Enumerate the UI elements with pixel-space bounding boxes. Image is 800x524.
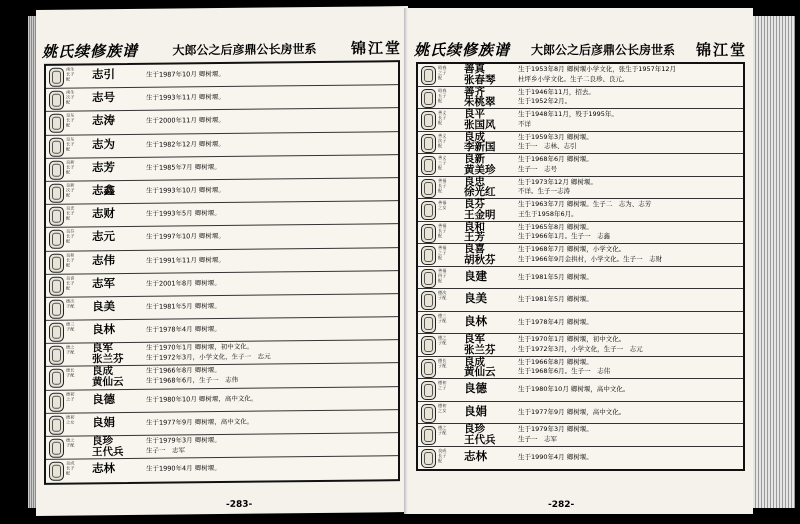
member-notes bbox=[518, 110, 618, 129]
seal-badge-icon bbox=[49, 276, 64, 295]
member-note: 生于1981年5月 卿树堰。 bbox=[518, 295, 593, 303]
member-names bbox=[464, 109, 496, 130]
member-note: 生于1997年10月 卿树堰。 bbox=[146, 232, 225, 242]
member-name: 朱桃翠 bbox=[464, 96, 496, 108]
member-name: 良军 bbox=[464, 333, 485, 345]
member-name: 王金明 bbox=[464, 208, 496, 221]
member-names bbox=[464, 424, 496, 445]
relation-label: 良新次子配 bbox=[66, 182, 75, 198]
member-name: 良成 bbox=[92, 365, 113, 378]
genealogy-row bbox=[418, 424, 743, 447]
member-notes bbox=[146, 186, 225, 196]
relation-label: 德次子配 bbox=[438, 290, 447, 300]
relation-label: 德之子配 bbox=[438, 335, 447, 345]
genealogy-row bbox=[418, 267, 743, 290]
member-notes bbox=[518, 453, 593, 463]
genealogy-row bbox=[418, 199, 743, 222]
member-note: 生于1959年3月 卿树堰。 bbox=[518, 132, 593, 141]
member-names bbox=[464, 293, 487, 304]
member-note: 生子一 志军 bbox=[518, 434, 557, 443]
member-name: 良珍 bbox=[464, 423, 485, 435]
member-notes bbox=[518, 335, 643, 354]
seal-badge-icon bbox=[421, 66, 436, 85]
genealogy-row bbox=[418, 109, 743, 132]
member-name: 善齐 bbox=[464, 85, 485, 98]
member-notes bbox=[146, 325, 221, 335]
genealogy-row bbox=[418, 334, 743, 357]
member-notes bbox=[146, 116, 225, 126]
member-notes bbox=[518, 408, 625, 418]
relation-label: 善义三子配 bbox=[438, 155, 447, 170]
left-page bbox=[36, 6, 408, 516]
member-notes bbox=[146, 417, 253, 428]
relation-label: 德长子配 bbox=[66, 367, 75, 379]
genealogy-table bbox=[416, 62, 745, 471]
seal-badge-icon bbox=[421, 404, 436, 423]
member-name: 良忠 bbox=[464, 175, 485, 188]
relation-label: 南生次子配 bbox=[66, 89, 75, 105]
member-note: 杜坪乡小学文化。生子二良珍、良元。 bbox=[518, 74, 629, 83]
seal-badge-icon bbox=[49, 160, 64, 179]
genealogy-row bbox=[418, 244, 743, 267]
member-notes bbox=[518, 385, 629, 395]
hall-name: 锦江堂 bbox=[350, 38, 402, 58]
relation-label: 德之子配 bbox=[66, 437, 75, 448]
member-name: 良娟 bbox=[92, 414, 115, 430]
relation-label: 善义次子配 bbox=[438, 132, 447, 148]
member-name: 胡秋芬 bbox=[464, 253, 496, 266]
member-name: 李新国 bbox=[464, 141, 496, 153]
member-names bbox=[464, 334, 496, 355]
member-names bbox=[92, 436, 124, 457]
member-names bbox=[92, 275, 115, 291]
seal-badge-icon bbox=[49, 300, 64, 319]
member-name: 王芳 bbox=[464, 231, 485, 243]
member-names bbox=[92, 366, 124, 387]
member-notes bbox=[146, 302, 221, 312]
member-names bbox=[92, 324, 115, 335]
member-note: 生于1966年8月 卿树堰。 bbox=[518, 357, 593, 366]
lineage-section: 大郎公之后彦鼎公长房世系 bbox=[530, 42, 675, 57]
member-names bbox=[464, 154, 496, 175]
relation-label: 善福长子配 bbox=[438, 177, 447, 193]
member-name: 志元 bbox=[92, 229, 115, 244]
member-name: 良建 bbox=[464, 268, 487, 283]
seal-badge-icon bbox=[49, 462, 64, 481]
relation-label: 良忠长子配 bbox=[66, 205, 75, 221]
member-note: 生于1965年8月 卿树堰。 bbox=[518, 222, 593, 231]
member-note: 生于1977年9月 卿树堰，高中文化。 bbox=[146, 417, 254, 427]
member-name: 志涛 bbox=[92, 113, 115, 128]
member-names bbox=[92, 92, 115, 103]
member-note: 生于1953年8月 卿树堰小学文化，张生于1957年12月 bbox=[518, 65, 677, 73]
member-name: 志林 bbox=[464, 448, 487, 463]
seal-badge-icon bbox=[49, 369, 64, 388]
member-note: 生于1980年10月 卿树堰，高中文化。 bbox=[146, 394, 258, 404]
relation-label: 善福长子配 bbox=[438, 222, 447, 238]
member-notes bbox=[146, 163, 221, 173]
member-names bbox=[92, 136, 115, 151]
relation-label: 德三子配 bbox=[66, 321, 75, 332]
left-page-edges bbox=[28, 16, 36, 508]
member-notes bbox=[518, 273, 593, 283]
member-notes bbox=[146, 279, 221, 289]
member-note: 生于1966年1月。生子一 志鑫 bbox=[518, 232, 611, 240]
member-note: 王生于1958年6月。 bbox=[518, 209, 578, 218]
member-names bbox=[464, 268, 487, 283]
member-note: 生于1985年7月 卿树堰。 bbox=[146, 162, 221, 172]
member-names bbox=[464, 222, 485, 243]
member-name: 良喜 bbox=[464, 243, 485, 255]
relation-label: 良和长子配 bbox=[66, 252, 75, 268]
seal-badge-icon bbox=[421, 179, 436, 198]
member-notes bbox=[518, 425, 593, 444]
seal-badge-icon bbox=[421, 156, 436, 175]
genealogy-row bbox=[418, 312, 743, 335]
relation-label: 德三子配 bbox=[438, 312, 447, 323]
member-name: 张春琴 bbox=[464, 73, 496, 86]
member-name: 徐光红 bbox=[464, 186, 496, 198]
member-name: 志财 bbox=[92, 206, 115, 221]
relation-label: 良成长子配 bbox=[66, 460, 75, 476]
genealogy-row bbox=[418, 402, 743, 425]
genealogy-title: 姚氏续修族谱 bbox=[42, 41, 139, 61]
seal-badge-icon bbox=[421, 291, 436, 310]
seal-badge-icon bbox=[421, 246, 436, 265]
member-note: 不详。生子一志涛 bbox=[518, 187, 570, 195]
member-names bbox=[92, 298, 115, 314]
relation-label: 善福之女 bbox=[438, 200, 447, 210]
relation-label: 良东长子配 bbox=[66, 112, 75, 129]
relation-label: 昭春之子配 bbox=[438, 65, 447, 80]
member-note: 不详 bbox=[518, 119, 531, 128]
member-note: 生于1979年3月 卿树堰。 bbox=[146, 436, 221, 445]
member-note: 生于1980年10月 卿树堰，高中文化。 bbox=[518, 385, 630, 393]
member-notes bbox=[146, 464, 221, 474]
member-name: 志引 bbox=[92, 67, 115, 82]
member-notes bbox=[518, 295, 593, 305]
member-notes bbox=[146, 436, 221, 456]
right-page bbox=[408, 8, 753, 514]
member-name: 黄美珍 bbox=[464, 163, 496, 176]
seal-badge-icon bbox=[421, 449, 436, 468]
seal-badge-icon bbox=[49, 323, 64, 342]
seal-badge-icon bbox=[421, 314, 436, 333]
member-note: 生于1979年3月 卿树堰。 bbox=[518, 425, 593, 433]
member-note: 生于1972年3月，小学文化，生子一 志元 bbox=[518, 344, 643, 353]
member-notes bbox=[146, 93, 225, 103]
relation-label: 德初之女 bbox=[438, 402, 447, 413]
member-note: 生于1968年6月，生子一 志伟 bbox=[146, 375, 239, 385]
seal-badge-icon bbox=[421, 201, 436, 220]
member-note: 生于一 志林、志引 bbox=[518, 142, 577, 150]
member-notes bbox=[518, 245, 662, 264]
relation-label: 德初之女 bbox=[66, 414, 75, 425]
member-name: 张兰芬 bbox=[464, 343, 496, 356]
member-name: 良平 bbox=[464, 108, 485, 120]
member-name: 良娟 bbox=[464, 403, 487, 418]
member-notes bbox=[518, 133, 593, 152]
genealogy-row bbox=[46, 456, 398, 483]
seal-badge-icon bbox=[421, 89, 436, 108]
member-notes bbox=[518, 223, 610, 242]
member-note: 生于1963年7月 卿树堰。生子二 志为、志芳 bbox=[518, 200, 652, 208]
member-name: 王代兵 bbox=[464, 433, 496, 446]
hall-name: 锦江堂 bbox=[695, 40, 747, 59]
lineage-section: 大郎公之后彦鼎公长房世系 bbox=[172, 41, 317, 58]
right-page-edges bbox=[753, 16, 795, 508]
member-notes bbox=[518, 178, 597, 197]
relation-label: 德之子配 bbox=[438, 425, 447, 435]
member-note: 生于1993年10月 卿树堰。 bbox=[146, 185, 225, 195]
member-note: 生于1966年9月金拱村，小学文化。生子一 志财 bbox=[518, 254, 663, 263]
member-note: 生于1991年11月 卿树堰。 bbox=[146, 255, 225, 265]
member-name: 良成 bbox=[464, 130, 485, 143]
genealogy-row bbox=[418, 289, 743, 312]
member-names bbox=[92, 185, 115, 196]
relation-label: 昭春五子配 bbox=[438, 87, 447, 103]
member-names bbox=[464, 244, 496, 265]
member-names bbox=[92, 208, 115, 219]
relation-label: 德初之子 bbox=[438, 380, 447, 390]
genealogy-row bbox=[418, 447, 743, 470]
seal-badge-icon bbox=[421, 269, 436, 288]
member-names bbox=[92, 414, 115, 430]
seal-badge-icon bbox=[49, 91, 64, 110]
member-names bbox=[92, 252, 115, 267]
member-note: 生于1973年12月 卿树堰。 bbox=[518, 177, 597, 186]
member-name: 志为 bbox=[92, 136, 115, 151]
relation-label: 德次子配 bbox=[66, 298, 75, 309]
member-note: 生于1981年5月 卿树堰。 bbox=[146, 301, 221, 311]
member-name: 黄仙云 bbox=[92, 375, 124, 389]
member-name: 志号 bbox=[92, 90, 115, 105]
genealogy-row bbox=[418, 132, 743, 155]
member-note: 生于1981年5月 卿树堰。 bbox=[518, 272, 593, 281]
member-notes bbox=[146, 394, 257, 405]
seal-badge-icon bbox=[49, 207, 64, 226]
seal-badge-icon bbox=[49, 415, 64, 434]
member-names bbox=[464, 87, 496, 108]
member-notes bbox=[146, 209, 221, 219]
member-notes bbox=[518, 318, 593, 328]
member-names bbox=[464, 403, 487, 418]
member-note: 生于1990年4月 卿树堰。 bbox=[518, 452, 593, 461]
member-note: 生于1982年12月 卿树堰。 bbox=[146, 139, 225, 149]
member-note: 生于1993年11月 卿树堰。 bbox=[146, 93, 225, 102]
member-name: 志军 bbox=[92, 275, 115, 291]
genealogy-title: 姚氏续修族谱 bbox=[414, 40, 511, 59]
member-names bbox=[92, 391, 115, 406]
member-name: 良珍 bbox=[92, 435, 113, 448]
member-name: 良芬 bbox=[464, 198, 485, 210]
member-notes bbox=[518, 155, 593, 174]
member-notes bbox=[146, 255, 225, 265]
relation-label: 良喜长子配 bbox=[66, 275, 75, 291]
seal-badge-icon bbox=[49, 346, 64, 365]
member-name: 王代兵 bbox=[92, 445, 124, 458]
relation-label: 善福四子配 bbox=[438, 267, 447, 283]
member-name: 志芳 bbox=[92, 159, 115, 175]
member-name: 良德 bbox=[464, 381, 487, 395]
seal-badge-icon bbox=[421, 111, 436, 130]
member-names bbox=[464, 132, 496, 153]
relation-label: 善义长子配 bbox=[438, 110, 447, 125]
member-note: 生于1993年5月 卿树堰。 bbox=[146, 209, 221, 218]
genealogy-row bbox=[418, 87, 743, 110]
member-note: 生于1968年6月。生子一 志伟 bbox=[518, 367, 611, 375]
member-notes bbox=[518, 65, 676, 84]
member-notes bbox=[146, 70, 225, 80]
member-name: 良美 bbox=[464, 291, 487, 305]
member-name: 志伟 bbox=[92, 252, 115, 267]
member-note: 生于2000年11月 卿树堰。 bbox=[146, 116, 225, 126]
member-name: 良军 bbox=[92, 342, 113, 355]
member-note: 生于1990年4月 卿树堰。 bbox=[146, 464, 221, 473]
member-note: 生于1987年10月 卿树堰。 bbox=[146, 69, 225, 79]
member-note: 生于2001年8月 卿树堰。 bbox=[146, 278, 221, 288]
member-note: 生于1946年11月，招去。 bbox=[518, 87, 595, 96]
member-notes bbox=[518, 88, 595, 107]
relation-label: 德长子配 bbox=[438, 357, 447, 368]
genealogy-table bbox=[44, 60, 400, 485]
relation-label: 南生长子配 bbox=[66, 66, 75, 82]
seal-badge-icon bbox=[49, 184, 64, 203]
member-note: 生于1968年7月 卿树堰，小学文化。 bbox=[518, 245, 626, 253]
member-notes bbox=[146, 343, 271, 363]
seal-badge-icon bbox=[421, 381, 436, 400]
seal-badge-icon bbox=[49, 253, 64, 272]
genealogy-row bbox=[418, 379, 743, 402]
member-note: 生于1972年3月，小学文化，生子一 志元 bbox=[146, 352, 271, 362]
member-note: 生于1968年6月 卿树堰。 bbox=[518, 155, 593, 163]
member-note: 生于1978年4月 卿树堰。 bbox=[146, 325, 221, 334]
member-note: 生于1966年8月 卿树堰。 bbox=[146, 366, 221, 376]
relation-label: 德初之子 bbox=[66, 391, 75, 402]
member-name: 张国风 bbox=[464, 118, 496, 131]
member-notes bbox=[518, 200, 651, 219]
member-names bbox=[464, 64, 496, 85]
member-names bbox=[92, 231, 115, 242]
member-notes bbox=[146, 366, 238, 386]
relation-label: 善福之子配 bbox=[438, 245, 447, 260]
member-names bbox=[464, 313, 487, 328]
seal-badge-icon bbox=[49, 392, 64, 411]
member-name: 良林 bbox=[92, 322, 115, 337]
genealogy-row bbox=[418, 222, 743, 245]
seal-badge-icon bbox=[49, 439, 64, 458]
seal-badge-icon bbox=[421, 426, 436, 445]
page-number: -282- bbox=[548, 500, 575, 510]
member-note: 生子一 志军 bbox=[146, 445, 185, 455]
genealogy-row bbox=[418, 154, 743, 177]
member-name: 良和 bbox=[464, 220, 485, 233]
member-name: 张兰芬 bbox=[92, 352, 124, 366]
member-name: 黄仙云 bbox=[464, 366, 496, 378]
seal-badge-icon bbox=[49, 137, 64, 156]
seal-badge-icon bbox=[49, 114, 64, 133]
genealogy-row bbox=[418, 177, 743, 200]
relation-label: 良芬长子配 bbox=[66, 228, 75, 244]
seal-badge-icon bbox=[49, 68, 64, 87]
seal-badge-icon bbox=[421, 336, 436, 355]
member-note: 生于1952年2月。 bbox=[518, 97, 572, 105]
member-names bbox=[92, 343, 124, 364]
seal-badge-icon bbox=[49, 230, 64, 249]
member-names bbox=[92, 69, 115, 80]
member-note: 生子一 志号 bbox=[518, 164, 557, 173]
member-name: 良成 bbox=[464, 355, 485, 368]
relation-label: 良成长子配 bbox=[438, 447, 447, 463]
member-names bbox=[464, 448, 487, 463]
member-names bbox=[464, 177, 496, 198]
relation-label: 良新长子配 bbox=[66, 159, 75, 175]
page-number: -283- bbox=[226, 499, 253, 510]
member-name: 良德 bbox=[92, 391, 115, 406]
member-notes bbox=[146, 232, 225, 242]
genealogy-row bbox=[418, 357, 743, 380]
member-note: 生于1977年9月 卿树堰，高中文化。 bbox=[518, 407, 626, 416]
member-name: 善真 bbox=[464, 63, 485, 75]
member-notes bbox=[146, 140, 225, 150]
seal-badge-icon bbox=[421, 134, 436, 153]
member-note: 生于1948年11月，殁于1995年。 bbox=[518, 110, 618, 118]
member-name: 良林 bbox=[464, 313, 487, 328]
member-name: 良新 bbox=[464, 153, 485, 165]
member-note: 生于1978年4月 卿树堰。 bbox=[518, 317, 593, 326]
genealogy-row bbox=[418, 64, 743, 87]
page-header bbox=[414, 38, 747, 60]
relation-label: 良东长子配 bbox=[66, 136, 75, 152]
member-names bbox=[464, 357, 496, 378]
member-names bbox=[92, 159, 115, 175]
page-header bbox=[42, 36, 402, 62]
member-names bbox=[464, 383, 487, 394]
member-note: 生于1970年1月 卿树堰，初中文化。 bbox=[518, 335, 626, 343]
relation-label: 德之子配 bbox=[66, 344, 75, 355]
member-name: 志林 bbox=[92, 461, 115, 476]
member-names bbox=[92, 463, 115, 474]
seal-badge-icon bbox=[421, 224, 436, 243]
seal-badge-icon bbox=[421, 359, 436, 378]
member-names bbox=[464, 199, 496, 220]
member-notes bbox=[518, 358, 610, 377]
member-names bbox=[92, 115, 115, 126]
member-note: 生于1970年1月 卿树堰，初中文化。 bbox=[146, 342, 254, 353]
member-name: 良美 bbox=[92, 298, 115, 314]
member-name: 志鑫 bbox=[92, 183, 115, 198]
